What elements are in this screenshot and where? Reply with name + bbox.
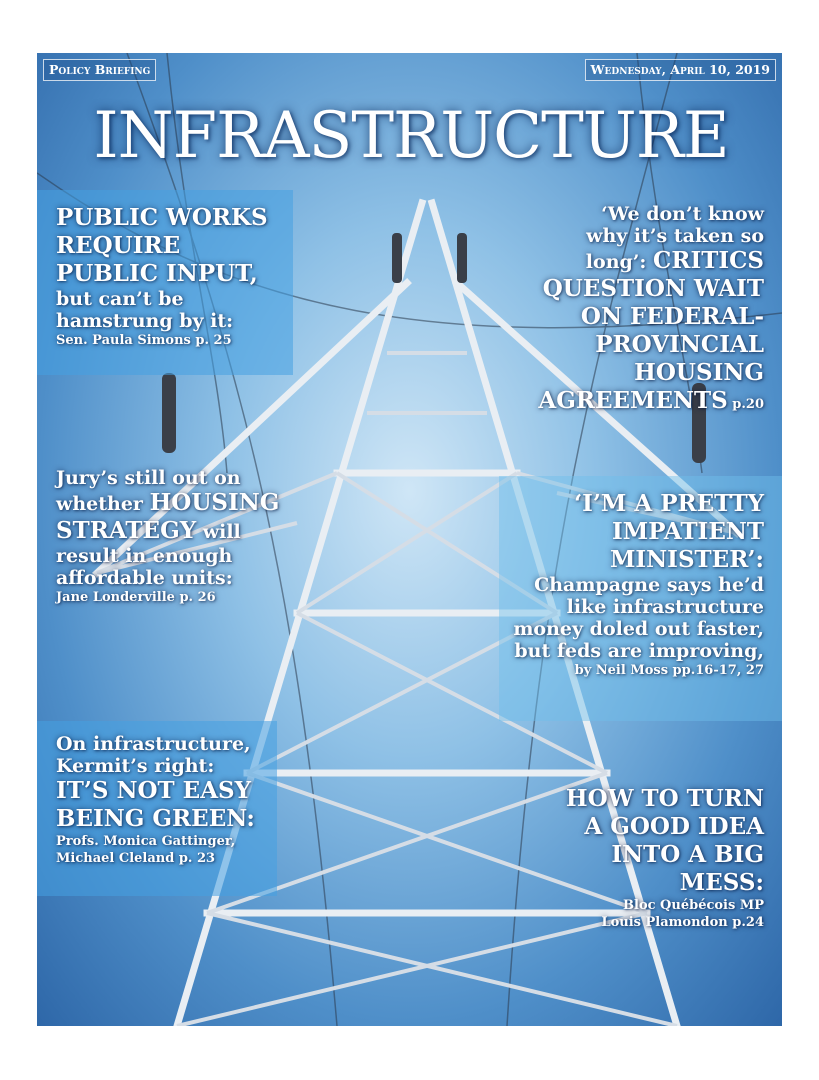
- story-headline: INTO A BIG: [611, 841, 764, 868]
- story-byline: by Neil Moss pp.16-17, 27: [574, 663, 764, 678]
- story-housing-strategy[interactable]: [56, 467, 316, 606]
- story-headline: STRATEGY: [56, 517, 197, 544]
- story-page-ref: p.20: [727, 397, 764, 412]
- story-headline: CRITICS: [653, 247, 764, 274]
- story-byline: Sen. Paula Simons p. 25: [56, 333, 232, 348]
- story-subhead: ‘We don’t know: [601, 203, 764, 225]
- story-headline: MESS:: [679, 869, 764, 896]
- story-big-mess[interactable]: [504, 785, 764, 931]
- story-subhead: why it’s taken so: [586, 225, 764, 247]
- story-subhead: long’:: [585, 251, 654, 273]
- story-byline: Profs. Monica Gattinger,: [56, 834, 236, 849]
- story-subhead: Jury’s still out on: [56, 467, 241, 489]
- story-minister[interactable]: [499, 476, 782, 721]
- story-byline: Michael Cleland p. 23: [56, 851, 216, 866]
- story-housing-wait[interactable]: [464, 203, 764, 415]
- story-subhead: hamstrung by it:: [56, 310, 234, 332]
- story-subhead: affordable units:: [56, 567, 233, 589]
- story-subhead: but can’t be: [56, 288, 184, 310]
- story-subhead: result in enough: [56, 545, 233, 567]
- story-headline: IT’S NOT EASY: [56, 777, 252, 804]
- story-headline: A GOOD IDEA: [584, 813, 764, 840]
- story-headline: BEING GREEN:: [56, 805, 255, 832]
- story-headline: ON FEDERAL-: [580, 303, 764, 330]
- story-headline: PUBLIC INPUT,: [56, 260, 258, 287]
- story-headline: HOUSING: [149, 489, 280, 516]
- story-headline: MINISTER’:: [609, 546, 764, 573]
- story-headline: QUESTION WAIT: [542, 275, 764, 302]
- story-headline: PUBLIC WORKS: [56, 204, 268, 231]
- story-subhead: money doled out faster,: [513, 618, 764, 640]
- magazine-cover: [37, 53, 782, 1026]
- story-subhead: will: [196, 521, 241, 543]
- story-subhead: Champagne says he’d: [534, 574, 764, 596]
- story-headline: REQUIRE: [56, 232, 181, 259]
- story-headline: PROVINCIAL: [595, 331, 764, 358]
- story-headline: ‘I’M A PRETTY: [574, 490, 764, 517]
- story-headline: AGREEMENTS: [538, 387, 728, 414]
- issue-date: Wednesday, April 10, 2019: [585, 59, 776, 81]
- story-byline: Bloc Québécois MP: [623, 898, 764, 913]
- story-headline: IMPATIENT: [612, 518, 764, 545]
- story-byline: Louis Plamondon p.24: [601, 915, 764, 930]
- story-byline: Jane Londerville p. 26: [56, 590, 216, 605]
- story-subhead: Kermit’s right:: [56, 755, 215, 777]
- story-subhead: but feds are improving,: [514, 640, 764, 662]
- masthead-title: INFRASTRUCTURE: [93, 99, 729, 173]
- story-green[interactable]: [37, 721, 277, 896]
- story-subhead: On infrastructure,: [56, 733, 251, 755]
- story-subhead: whether: [56, 493, 150, 515]
- story-subhead: like infrastructure: [566, 596, 764, 618]
- story-headline: HOUSING: [634, 359, 764, 386]
- story-headline: HOW TO TURN: [565, 785, 764, 812]
- story-public-works[interactable]: [37, 190, 293, 375]
- cover-top-bar: [43, 59, 776, 79]
- section-label: Policy Briefing: [43, 59, 156, 81]
